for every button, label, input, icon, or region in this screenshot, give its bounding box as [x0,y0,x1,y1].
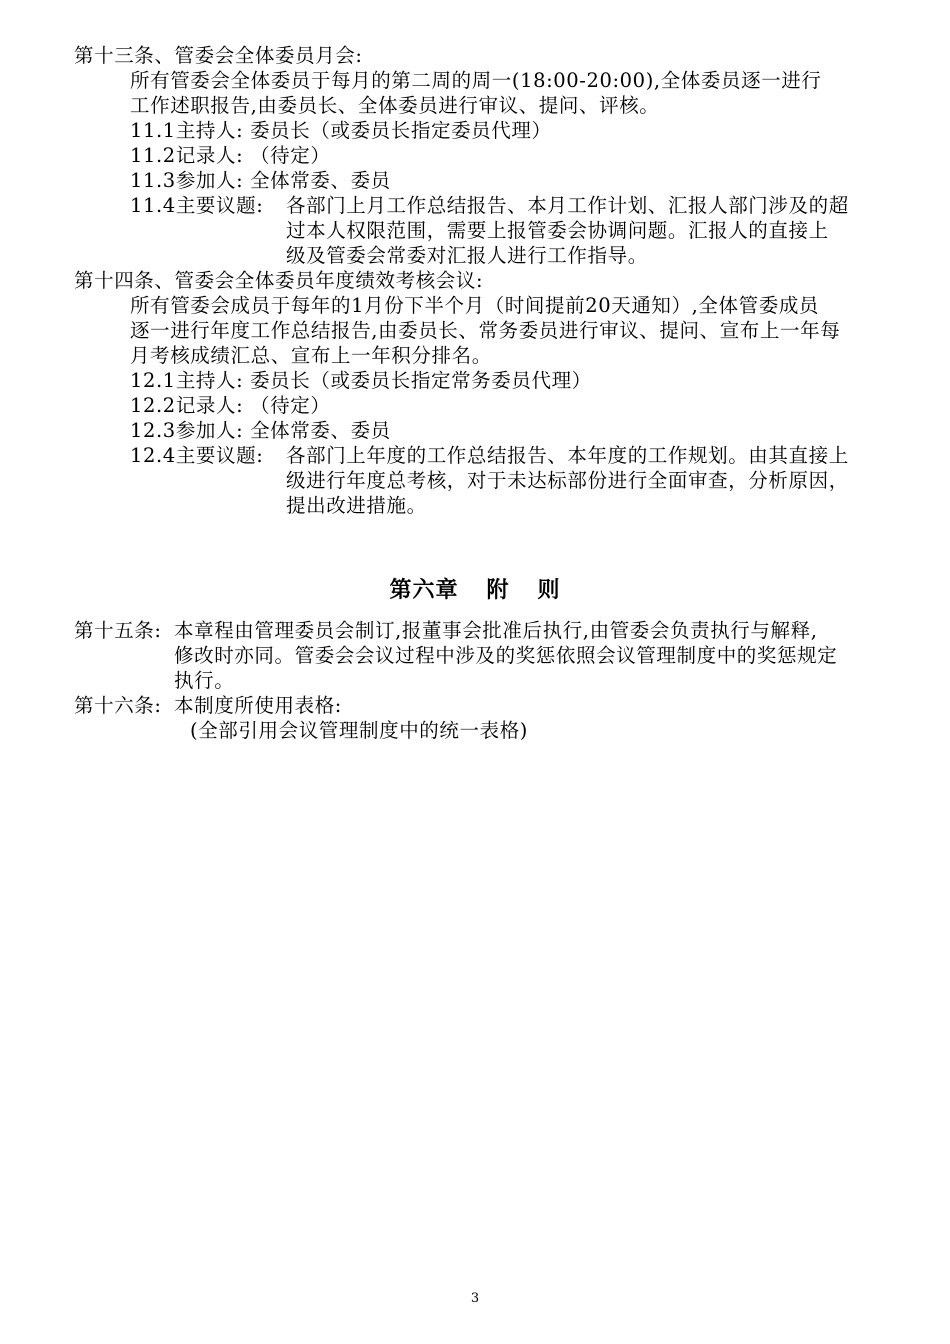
article-15-label: 第十五条: [74,619,162,642]
article-14-body-line: 所有管委会成员于每年的1月份下半个月（时间提前20天通知）,全体管委成员 [130,294,820,317]
article-16-note: (全部引用会议管理制度中的统一表格) [190,719,529,742]
article-13-agenda-line: 级及管委会常委对汇报人进行工作指导。 [286,244,648,267]
article-14-heading: 第十四条、管委会全体委员年度绩效考核会议: [74,269,484,292]
article-15-line: 本章程由管理委员会制订,报董事会批准后执行,由管委会负责执行与解释, [174,619,818,642]
article-14-agenda-line: 级进行年度总考核，对于未达标部份进行全面审查，分析原因， [286,469,849,492]
chapter-number: 第六章 [389,577,459,603]
article-15-line: 执行。 [174,669,235,692]
article-13-body-line: 工作述职报告,由委员长、全体委员进行审议、提问、评核。 [130,94,660,117]
article-14-agenda-line: 提出改进措施。 [286,494,427,517]
article-13-body-line: 所有管委会全体委员于每月的第二周的周一(18:00-20:00),全体委员逐一进行 [130,69,822,92]
article-13-agenda-line: 过本人权限范围，需要上报管委会协调问题。汇报人的直接上 [286,219,829,242]
chapter-heading [0,575,950,605]
page-number: 3 [470,1291,480,1306]
chapter-title-part: 附 [486,577,510,603]
article-14-item-host: 12.1主持人: 委员长（或委员长指定常务委员代理） [130,369,592,392]
article-13-agenda-line: 各部门上月工作总结报告、本月工作计划、汇报人部门涉及的超 [286,194,849,217]
article-13-item-host: 11.1主持人: 委员长（或委员长指定委员代理） [130,119,552,142]
article-16-label: 第十六条: [74,694,162,717]
article-14-agenda-label: 12.4主要议题: [130,444,264,467]
article-13-item-recorder: 11.2记录人: （待定） [130,144,331,167]
chapter-title-part: 则 [537,577,561,603]
article-14-item-attendees: 12.3参加人: 全体常委、委员 [130,419,391,442]
article-14-item-recorder: 12.2记录人: （待定） [130,394,331,417]
article-16-line: 本制度所使用表格: [174,694,342,717]
article-13-agenda-label: 11.4主要议题: [130,194,264,217]
article-15-line: 修改时亦同。管委会会议过程中涉及的奖惩依照会议管理制度中的奖惩规定 [174,644,838,667]
article-13-item-attendees: 11.3参加人: 全体常委、委员 [130,169,391,192]
article-13-heading: 第十三条、管委会全体委员月会: [74,44,363,67]
article-14-body-line: 逐一进行年度工作总结报告,由委员长、常务委员进行审议、提问、宣布上一年每 [130,319,841,342]
article-14-agenda-line: 各部门上年度的工作总结报告、本年度的工作规划。由其直接上 [286,444,849,467]
article-14-body-line: 月考核成绩汇总、宣布上一年积分排名。 [130,344,492,367]
